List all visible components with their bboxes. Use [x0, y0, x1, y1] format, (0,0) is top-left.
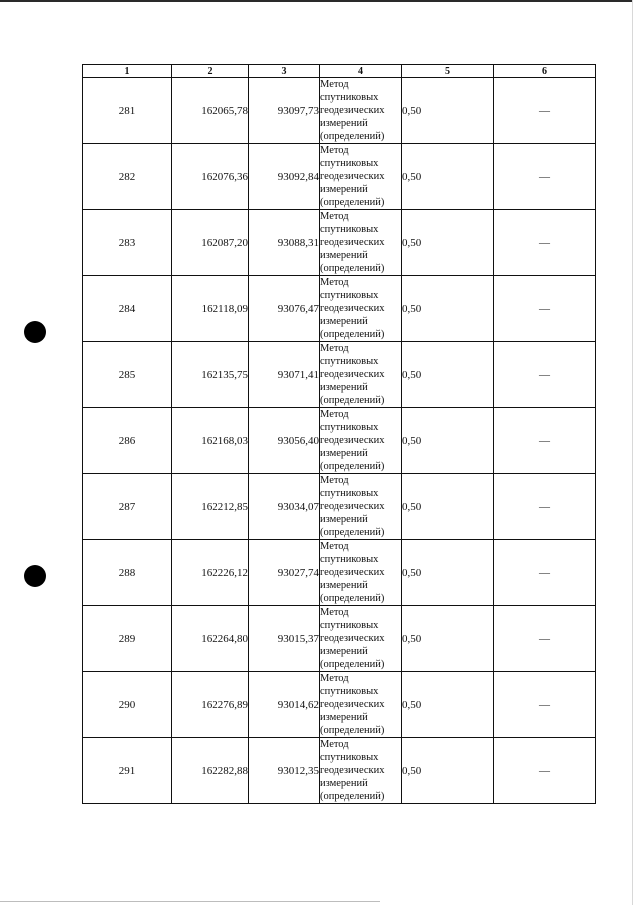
- bottom-scan-line: [0, 901, 380, 902]
- point-description-dash: —: [494, 672, 596, 738]
- table-row: [83, 144, 596, 210]
- method-text-line: измерений: [320, 184, 368, 195]
- method-text-line: (определений): [320, 659, 385, 670]
- method-text-line: геодезических: [320, 699, 385, 710]
- point-description-dash: —: [494, 144, 596, 210]
- method-text-line: (определений): [320, 329, 385, 340]
- method-text-line: (определений): [320, 395, 385, 406]
- table-row: [83, 738, 596, 804]
- accuracy-value: 0,50: [402, 210, 494, 276]
- table-row: [83, 210, 596, 276]
- coordinate-y: 93097,73: [249, 78, 320, 144]
- method-text-line: спутниковых: [320, 554, 379, 565]
- accuracy-value: 0,50: [402, 408, 494, 474]
- coordinate-y: 93088,31: [249, 210, 320, 276]
- accuracy-value: 0,50: [402, 144, 494, 210]
- accuracy-value: 0,50: [402, 474, 494, 540]
- table-row: [83, 408, 596, 474]
- method-text-line: (определений): [320, 593, 385, 604]
- point-number: 286: [83, 408, 172, 474]
- point-description-dash: —: [494, 210, 596, 276]
- coordinate-x: 162212,85: [172, 474, 249, 540]
- coordinate-y: 93076,47: [249, 276, 320, 342]
- method-text-line: геодезических: [320, 501, 385, 512]
- coordinate-y: 93071,41: [249, 342, 320, 408]
- method-text-line: (определений): [320, 791, 385, 802]
- method-text-line: измерений: [320, 316, 368, 327]
- point-number: 289: [83, 606, 172, 672]
- method-text-line: измерений: [320, 580, 368, 591]
- table-row: [83, 606, 596, 672]
- method-text-line: геодезических: [320, 765, 385, 776]
- accuracy-value: 0,50: [402, 342, 494, 408]
- point-number: 284: [83, 276, 172, 342]
- coordinate-x: 162276,89: [172, 672, 249, 738]
- point-description-dash: —: [494, 474, 596, 540]
- method-text-line: Метод: [320, 211, 349, 222]
- method-text-line: спутниковых: [320, 620, 379, 631]
- method-text-line: Метод: [320, 79, 349, 90]
- method-text-line: измерений: [320, 118, 368, 129]
- point-number: 291: [83, 738, 172, 804]
- column-header-5: 5: [402, 65, 494, 78]
- method-text-line: (определений): [320, 725, 385, 736]
- method-text-line: измерений: [320, 646, 368, 657]
- coordinate-y: 93015,37: [249, 606, 320, 672]
- determination-method: [320, 210, 402, 276]
- point-number: 290: [83, 672, 172, 738]
- method-text-line: Метод: [320, 673, 349, 684]
- method-text-line: Метод: [320, 607, 349, 618]
- column-header-1: 1: [83, 65, 172, 78]
- determination-method: [320, 606, 402, 672]
- method-text-line: Метод: [320, 541, 349, 552]
- point-number: 288: [83, 540, 172, 606]
- column-header-4: 4: [320, 65, 402, 78]
- point-description-dash: —: [494, 540, 596, 606]
- table-row: [83, 672, 596, 738]
- method-text-line: геодезических: [320, 171, 385, 182]
- method-text-line: геодезических: [320, 237, 385, 248]
- method-text-line: измерений: [320, 448, 368, 459]
- coordinate-x: 162065,78: [172, 78, 249, 144]
- method-text-line: Метод: [320, 409, 349, 420]
- accuracy-value: 0,50: [402, 738, 494, 804]
- method-text-line: спутниковых: [320, 422, 379, 433]
- point-number: 287: [83, 474, 172, 540]
- determination-method: [320, 474, 402, 540]
- method-text-line: измерений: [320, 514, 368, 525]
- method-text-line: спутниковых: [320, 290, 379, 301]
- accuracy-value: 0,50: [402, 606, 494, 672]
- method-text-line: измерений: [320, 382, 368, 393]
- point-number: 283: [83, 210, 172, 276]
- coordinate-x: 162264,80: [172, 606, 249, 672]
- point-description-dash: —: [494, 606, 596, 672]
- determination-method: [320, 78, 402, 144]
- method-text-line: измерений: [320, 778, 368, 789]
- point-description-dash: —: [494, 78, 596, 144]
- method-text-line: геодезических: [320, 567, 385, 578]
- method-text-line: Метод: [320, 145, 349, 156]
- column-header-6: 6: [494, 65, 596, 78]
- method-text-line: (определений): [320, 527, 385, 538]
- accuracy-value: 0,50: [402, 540, 494, 606]
- method-text-line: спутниковых: [320, 752, 379, 763]
- method-text-line: измерений: [320, 712, 368, 723]
- top-border-line: [0, 0, 633, 2]
- coordinate-x: 162076,36: [172, 144, 249, 210]
- method-text-line: спутниковых: [320, 356, 379, 367]
- coordinate-y: 93027,74: [249, 540, 320, 606]
- point-description-dash: —: [494, 408, 596, 474]
- method-text-line: спутниковых: [320, 158, 379, 169]
- determination-method: [320, 144, 402, 210]
- punch-hole-mark: [24, 321, 46, 343]
- coordinate-x: 162282,88: [172, 738, 249, 804]
- accuracy-value: 0,50: [402, 78, 494, 144]
- method-text-line: спутниковых: [320, 92, 379, 103]
- determination-method: [320, 672, 402, 738]
- method-text-line: спутниковых: [320, 224, 379, 235]
- point-number: 281: [83, 78, 172, 144]
- method-text-line: спутниковых: [320, 686, 379, 697]
- coordinate-x: 162168,03: [172, 408, 249, 474]
- method-text-line: (определений): [320, 197, 385, 208]
- accuracy-value: 0,50: [402, 672, 494, 738]
- accuracy-value: 0,50: [402, 276, 494, 342]
- coordinate-y: 93012,35: [249, 738, 320, 804]
- determination-method: [320, 408, 402, 474]
- method-text-line: измерений: [320, 250, 368, 261]
- coordinate-x: 162118,09: [172, 276, 249, 342]
- method-text-line: (определений): [320, 263, 385, 274]
- punch-hole-mark: [24, 565, 46, 587]
- point-description-dash: —: [494, 738, 596, 804]
- method-text-line: (определений): [320, 131, 385, 142]
- table-row: [83, 540, 596, 606]
- column-header-3: 3: [249, 65, 320, 78]
- table-row: [83, 474, 596, 540]
- determination-method: [320, 540, 402, 606]
- method-text-line: Метод: [320, 739, 349, 750]
- coordinates-table: [82, 64, 596, 804]
- coordinate-x: 162135,75: [172, 342, 249, 408]
- method-text-line: Метод: [320, 475, 349, 486]
- table-row: [83, 78, 596, 144]
- coordinate-y: 93092,84: [249, 144, 320, 210]
- table-header-row: [83, 65, 596, 78]
- point-description-dash: —: [494, 342, 596, 408]
- method-text-line: Метод: [320, 277, 349, 288]
- column-header-2: 2: [172, 65, 249, 78]
- method-text-line: геодезических: [320, 435, 385, 446]
- method-text-line: (определений): [320, 461, 385, 472]
- coordinate-y: 93014,62: [249, 672, 320, 738]
- method-text-line: геодезических: [320, 633, 385, 644]
- method-text-line: Метод: [320, 343, 349, 354]
- point-number: 285: [83, 342, 172, 408]
- table-body: [83, 78, 596, 804]
- coordinate-y: 93034,07: [249, 474, 320, 540]
- method-text-line: спутниковых: [320, 488, 379, 499]
- determination-method: [320, 342, 402, 408]
- point-number: 282: [83, 144, 172, 210]
- coordinate-y: 93056,40: [249, 408, 320, 474]
- table-row: [83, 276, 596, 342]
- point-description-dash: —: [494, 276, 596, 342]
- determination-method: [320, 738, 402, 804]
- method-text-line: геодезических: [320, 369, 385, 380]
- method-text-line: геодезических: [320, 303, 385, 314]
- coordinate-x: 162226,12: [172, 540, 249, 606]
- table-row: [83, 342, 596, 408]
- coordinate-x: 162087,20: [172, 210, 249, 276]
- method-text-line: геодезических: [320, 105, 385, 116]
- determination-method: [320, 276, 402, 342]
